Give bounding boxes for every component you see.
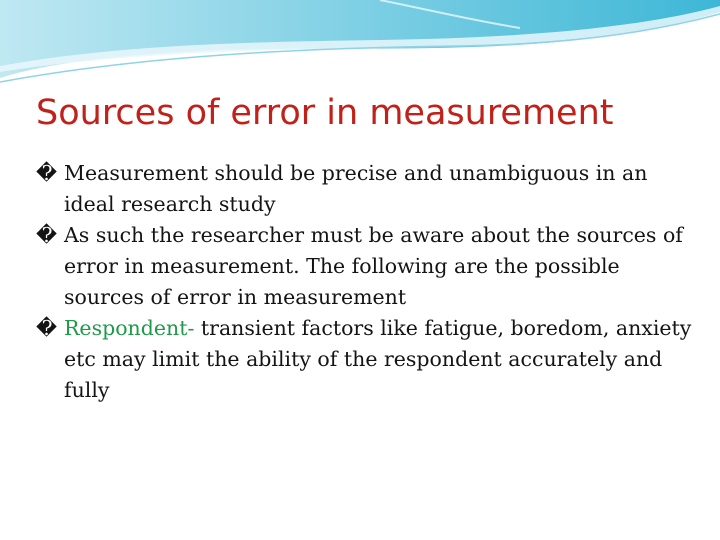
bullet-list [36,158,696,406]
replacement-character-icon [36,220,57,251]
bullet-text: Measurement should be precise and unambiguous in an ideal research study [64,161,648,216]
replacement-character-icon [36,158,57,189]
bullet-text: transient factors like fatigue, boredom, anxiety etc may limit the ability of the respondent accurately and fully [64,316,692,402]
list-item [36,220,696,313]
bullet-text: As such the researcher must be aware about the sources of error in measurement. The following are the possible sources of error in measurement [64,223,683,309]
replacement-character-icon [36,313,57,344]
bullet-lead: Respondent- [64,316,195,340]
slide-title: Sources of error in measurement [36,93,614,133]
header-wave-decoration [0,0,720,90]
list-item [36,313,696,406]
list-item [36,158,696,220]
